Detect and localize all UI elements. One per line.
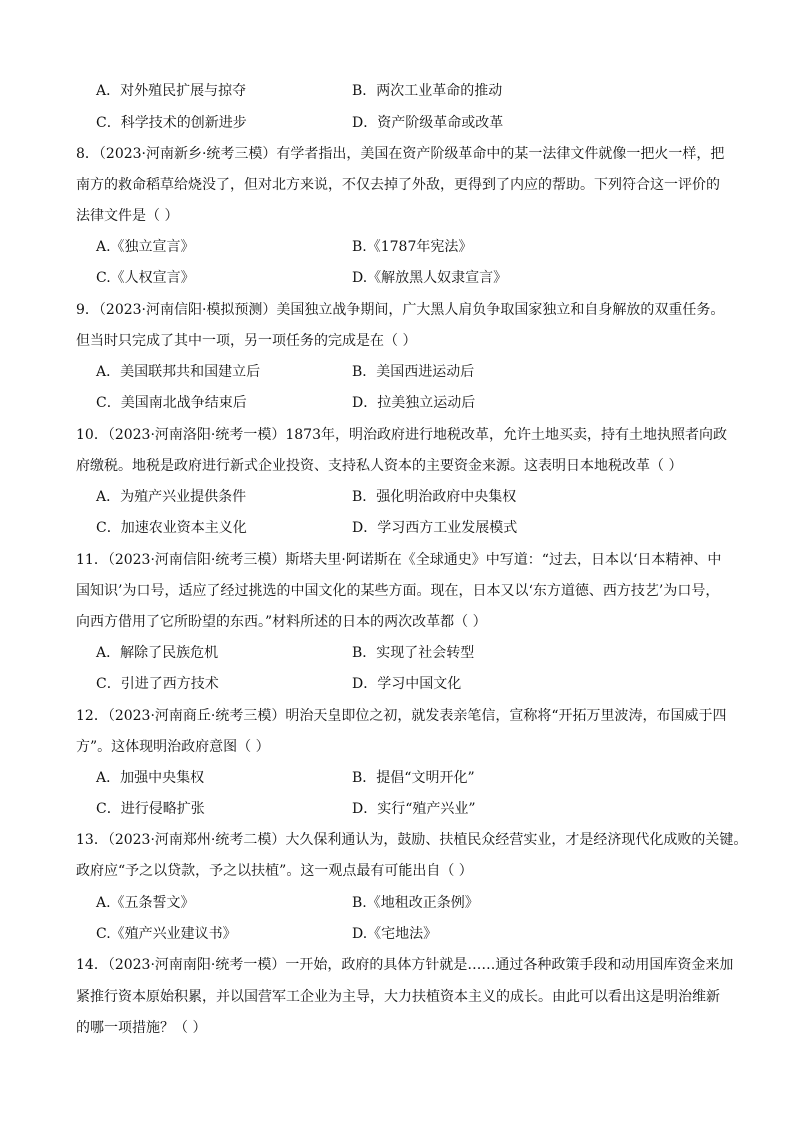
q11-option-c: C．引进了西方技术	[96, 676, 219, 692]
question-13-stem-line-2: 政府应“予之以贷款，予之以扶植”。这一观点最有可能出自（ ）	[76, 863, 473, 879]
q8-option-b: B.《1787年宪法》	[352, 239, 473, 255]
question-8-stem-line-2: 南方的救命稻草给烧没了，但对北方来说，不仅去掉了外敌，更得到了内应的帮助。下列符合这一评价的	[76, 177, 720, 193]
q7-option-b: B．两次工业革命的推动	[352, 83, 503, 99]
question-11-stem-line-2: 国知识’为口号，适应了经过挑选的中国文化的某些方面。现在，日本又以‘东方道德、西方技艺’为口号，	[76, 583, 720, 599]
q12-option-c: C．进行侵略扩张	[96, 801, 205, 817]
question-10-stem-line-1: 10．（2023·河南洛阳·统考一模）1873年，明治政府进行地税改革，允许土地买卖，持有土地执照者向政	[76, 427, 727, 443]
question-13-stem-line-1: 13．（2023·河南郑州·统考二模）大久保利通认为，鼓励、扶植民众经营实业，才是经济现代化成败的关键。	[76, 832, 748, 848]
q8-option-c: C.《人权宣言》	[96, 270, 195, 286]
question-11-stem-line-3: 向西方借用了它所盼望的东西。”材料所述的日本的两次改革都（ ）	[76, 614, 487, 630]
q13-option-d: D.《宅地法》	[352, 926, 438, 942]
q13-option-b: B.《地租改正条例》	[352, 895, 479, 911]
question-12-stem-line-2: 方”。这体现明治政府意图（ ）	[76, 739, 270, 755]
q7-option-d: D．资产阶级革命或改革	[352, 115, 504, 131]
q10-option-a: A．为殖产兴业提供条件	[96, 489, 247, 505]
q11-option-d: D．学习中国文化	[352, 676, 462, 692]
question-9-stem-line-1: 9．（2023·河南信阳·模拟预测）美国独立战争期间，广大黑人肩负争取国家独立和自身解放的双重任务。	[76, 302, 725, 318]
question-8-stem-line-1: 8．（2023·河南新乡·统考三模）有学者指出，美国在资产阶级革命中的某一法律文件就像一把火一样，把	[76, 146, 725, 162]
q11-option-b: B．实现了社会转型	[352, 645, 475, 661]
q9-option-b: B．美国西进运动后	[352, 364, 475, 380]
question-11-stem-line-1: 11．（2023·河南信阳·统考三模）斯塔夫里·阿诺斯在《全球通史》中写道：“过去，日本以‘日本精神、中	[76, 552, 722, 568]
q10-option-c: C．加速农业资本主义化	[96, 520, 247, 536]
q9-option-a: A．美国联邦共和国建立后	[96, 364, 261, 380]
q12-option-b: B．提倡“文明开化”	[352, 770, 475, 786]
question-9-stem-line-2: 但当时只完成了其中一项，另一项任务的完成是在（ ）	[76, 333, 417, 349]
q7-option-c: C．科学技术的创新进步	[96, 115, 247, 131]
question-14-stem-line-1: 14．（2023·河南南阳·统考一模）一开始，政府的具体方针就是……通过各种政策手段和动用国库资金来加	[76, 957, 734, 973]
question-14-stem-line-3: 的哪一项措施？（ ）	[76, 1020, 207, 1036]
q12-option-a: A．加强中央集权	[96, 770, 205, 786]
q13-option-c: C.《殖产兴业建议书》	[96, 926, 237, 942]
q10-option-b: B．强化明治政府中央集权	[352, 489, 517, 505]
q11-option-a: A．解除了民族危机	[96, 645, 219, 661]
question-14-stem-line-2: 紧推行资本原始积累，并以国营军工企业为主导，大力扶植资本主义的成长。由此可以看出这是明治维新	[76, 989, 720, 1005]
q9-option-d: D．拉美独立运动后	[352, 395, 476, 411]
q8-option-d: D.《解放黑人奴隶宣言》	[352, 270, 508, 286]
q10-option-d: D．学习西方工业发展模式	[352, 520, 518, 536]
q13-option-a: A.《五条誓文》	[96, 895, 195, 911]
q12-option-d: D．实行“殖产兴业”	[352, 801, 476, 817]
q8-option-a: A.《独立宣言》	[96, 239, 195, 255]
q9-option-c: C．美国南北战争结束后	[96, 395, 247, 411]
question-8-stem-line-3: 法律文件是（ ）	[76, 208, 179, 224]
q7-option-a: A．对外殖民扩展与掠夺	[96, 83, 247, 99]
question-12-stem-line-1: 12．（2023·河南商丘·统考三模）明治天皇即位之初，就发表亲笔信，宣称将“开拓万里波涛，布国威于四	[76, 708, 727, 724]
question-10-stem-line-2: 府缴税。地税是政府进行新式企业投资、支持私人资本的主要资金来源。这表明日本地税改革（ ）	[76, 458, 683, 474]
